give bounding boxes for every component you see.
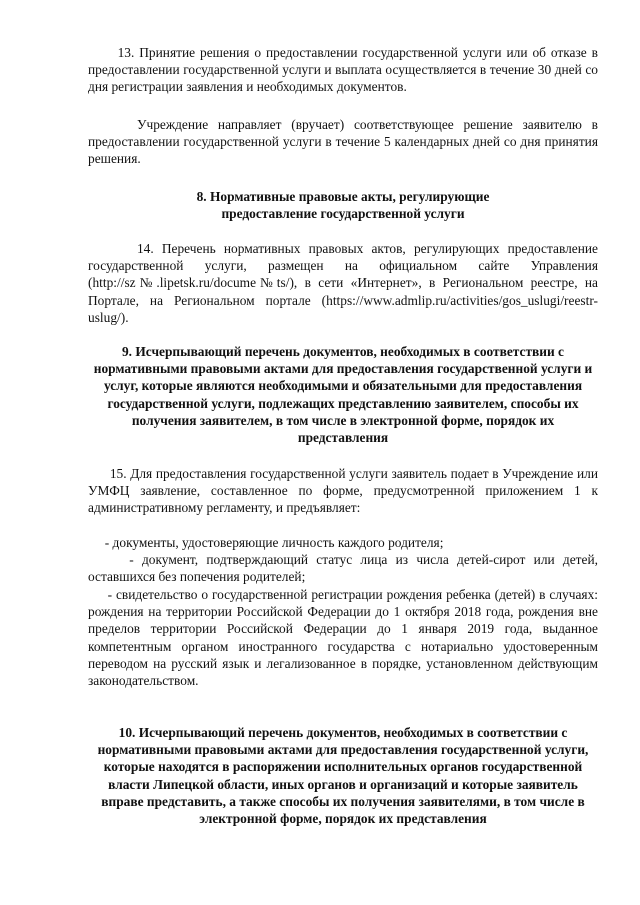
- paragraph-13: 13. Принятие решения о предоставлении государственной услуги или об отказе в предоставлении государственной услуги и выплата осуществляется в течение 30 дней со дня регистрации заявления и необходимых документов.: [88, 45, 602, 95]
- list-item-birth-certificate: - свидетельство о государственной регистрации рождения ребенка (детей) в случаях: рождения на территории Российской Федерации до 1 октября 2018 года, рождения вне пределов территории Российской Федерации до 1 января 2019 года, выданное компетентным органом иностранного государства с нотариально удостоверенным переводом на русский язык и легализованное в порядке, установленном действующим законодательством.: [88, 587, 602, 689]
- section-9-heading: 9. Исчерпывающий перечень документов, необходимых в соответствии с нормативными правовыми актами для предоставления государственной услуги и услуг, которые являются необходимыми и обязательными для предоставления государственной услуги, подлежащих представлению заявителем, способы их получения заявителем, в том числе в электронной форме, порядок их представления: [93, 344, 593, 446]
- paragraph-14: 14. Перечень нормативных правовых актов, регулирующих предоставление государственной услуги, размещен на официальном сайте Управления (http://sz№.lipetsk.ru/docume№ts/), в сети «Интернет», в Региональном реестре, на Портале, на Региональном портале (https://www.admlip.ru/activities/gos_uslugi/reestr-uslug/).: [88, 241, 602, 325]
- section-8-heading: 8. Нормативные правовые акты, регулирующие предоставление государственной услуги: [196, 189, 490, 222]
- list-item-orphan-status: - документ, подтверждающий статус лица из числа детей-сирот или детей, оставшихся без попечения родителей;: [88, 552, 602, 585]
- section-10-heading: 10. Исчерпывающий перечень документов, необходимых в соответствии с нормативными правовыми актами для предоставления государственной услуги, которые находятся в распоряжении исполнительных органов государственной власти Липецкой области, иных органов и организаций и которые заявитель вправе представить, а также способы их получения заявителями, в том числе в электронной форме, порядок их представления: [97, 725, 589, 827]
- paragraph-15: 15. Для предоставления государственной услуги заявитель подает в Учреждение или УМФЦ заявление, составленное по форме, предусмотренной приложением 1 к административному регламенту, и предъявляет:: [88, 466, 602, 516]
- paragraph-13-notice: Учреждение направляет (вручает) соответствующее решение заявителю в предоставлении государственной услуги в течение 5 календарных дней со дня принятия решения.: [88, 117, 602, 167]
- list-item-identity-docs: - документы, удостоверяющие личность каждого родителя;: [88, 535, 444, 550]
